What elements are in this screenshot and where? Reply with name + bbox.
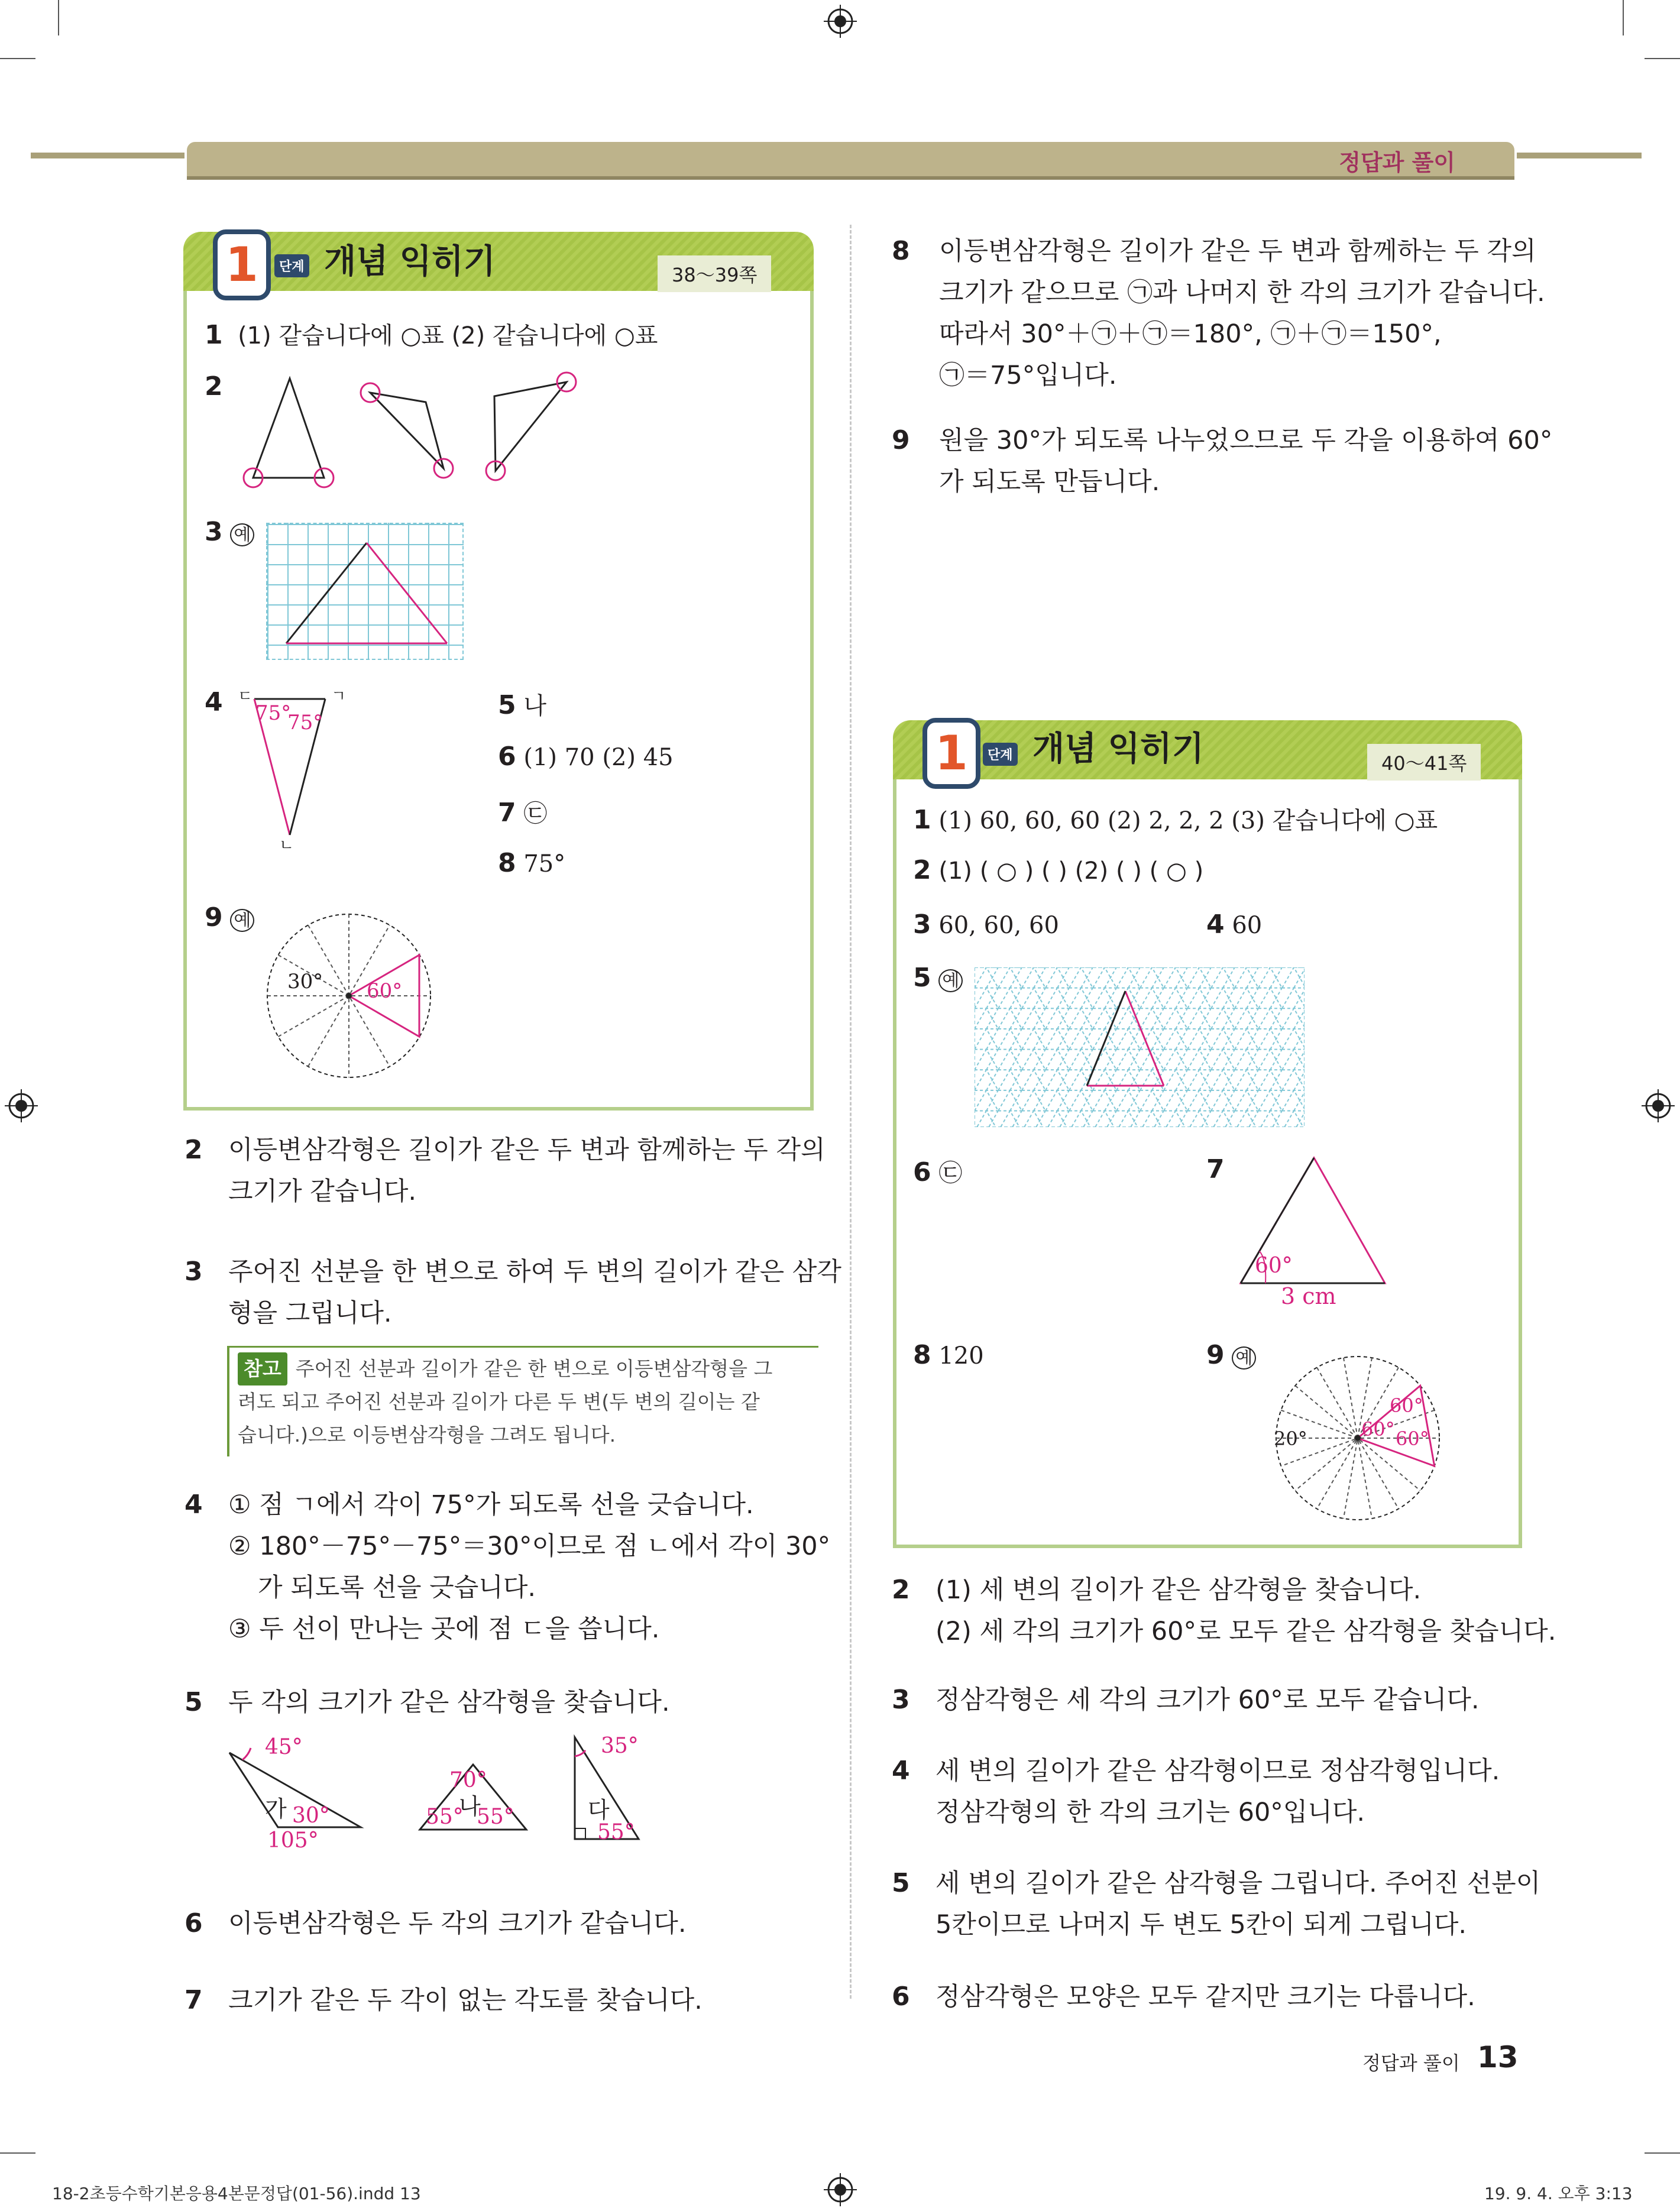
explanation-5 <box>892 1863 1540 1945</box>
q-number: 5 <box>184 1687 203 1717</box>
file-info: 18-2초등수학기본응용4본문정답(01-56).indd 13 <box>52 2184 421 2203</box>
explanation-line: ③ 두 선이 만나는 곳에 점 ㄷ을 씁니다. <box>228 1614 660 1644</box>
q-number: 7 <box>498 798 516 828</box>
q-number: 7 <box>1206 1154 1225 1184</box>
explanation-line: 원을 30°가 되도록 나누었으므로 두 각을 이용하여 60° <box>939 426 1553 455</box>
reference-note <box>227 1346 818 1456</box>
registration-mark-icon <box>1642 1089 1675 1122</box>
q-number: 9 <box>892 425 910 455</box>
explanation-6 <box>892 1976 1475 2018</box>
triangle-name: 다 <box>588 1797 610 1823</box>
q-number: 5 <box>913 963 931 993</box>
q-number: 3 <box>205 517 223 547</box>
angle-label: 60° <box>1361 1418 1395 1440</box>
step-badge: 1 <box>922 718 980 789</box>
length-label: 3 cm <box>1281 1283 1336 1309</box>
answer-2-triangles <box>231 367 597 497</box>
answer-text: (1) 60, 60, 60 (2) 2, 2, 2 (3) 같습니다에 ○표 <box>938 807 1438 834</box>
page-range: 38～39쪽 <box>658 255 771 292</box>
explanation-line: 이등변삼각형은 길이가 같은 두 변과 함께하는 두 각의 <box>228 1135 826 1165</box>
q-number: 4 <box>205 687 223 717</box>
column-divider <box>850 225 852 1999</box>
svg-text:ㄱ: ㄱ <box>331 688 347 705</box>
explanation-line: 이등변삼각형은 길이가 같은 두 변과 함께하는 두 각의 <box>939 237 1536 266</box>
angle-label: 35° <box>601 1734 639 1758</box>
explanation-3 <box>892 1679 1480 1721</box>
q-number: 4 <box>892 1756 910 1786</box>
q-number: 3 <box>892 1685 910 1715</box>
explanation-line: 이등변삼각형은 두 각의 크기가 같습니다. <box>228 1909 687 1938</box>
angle-label: 45° <box>265 1735 303 1759</box>
q-number: 1 <box>205 320 223 350</box>
crop-mark <box>1645 2152 1680 2154</box>
explanation-line: 정삼각형의 한 각의 크기는 60°입니다. <box>936 1798 1365 1827</box>
header-bar <box>184 140 1517 182</box>
angle-label: 70° <box>449 1768 487 1792</box>
explanation-line: 주어진 선분을 한 변으로 하여 두 변의 길이가 같은 삼각 <box>228 1257 841 1287</box>
page-number: 13 <box>1477 2040 1519 2074</box>
q-number: 6 <box>913 1157 931 1187</box>
q-number: 4 <box>184 1490 203 1520</box>
q-number: 6 <box>498 742 516 772</box>
page-range: 40～41쪽 <box>1367 744 1481 781</box>
header-rule-left <box>31 153 186 158</box>
example-mark: 예 <box>938 969 963 992</box>
explanation-line: 세 변의 길이가 같은 삼각형이므로 정삼각형입니다. <box>936 1756 1500 1786</box>
q-number: 1 <box>913 805 931 835</box>
q-number: 2 <box>913 855 931 885</box>
answer-5 <box>498 687 546 721</box>
svg-text:ㄴ: ㄴ <box>279 837 294 853</box>
section-title: 정답과 풀이 <box>1339 150 1455 176</box>
answer-4 <box>1206 909 1262 940</box>
explanation-line: (1) 세 변의 길이가 같은 삼각형을 찾습니다. <box>936 1575 1422 1605</box>
explanation-line: 두 각의 크기가 같은 삼각형을 찾습니다. <box>228 1688 670 1717</box>
explanation-line: 형을 그립니다. <box>228 1299 392 1328</box>
q-number: 4 <box>1206 909 1225 940</box>
crop-mark <box>0 2152 35 2154</box>
crop-mark <box>58 0 59 35</box>
header-rule-right <box>1511 153 1642 158</box>
answer-text: 60, 60, 60 <box>938 912 1059 939</box>
triangle-name: 가 <box>265 1796 287 1822</box>
explanation-9 <box>892 420 1552 503</box>
angle-label: 30° <box>287 970 323 993</box>
answer-2 <box>913 855 1203 885</box>
explanation-line: ㉠＝75°입니다. <box>939 361 1117 390</box>
answer-text: (1) 같습니다에 ○표 (2) 같습니다에 ○표 <box>238 322 658 349</box>
angle-label: 60° <box>1255 1254 1293 1278</box>
answer-text: 60 <box>1232 912 1263 939</box>
crop-mark <box>1623 0 1624 35</box>
explanation-line: ② 180°－75°－75°＝30°이므로 점 ㄴ에서 각이 30° <box>228 1532 831 1561</box>
svg-text:ㄷ: ㄷ <box>238 688 253 705</box>
explanation-line: (2) 세 각의 크기가 60°로 모두 같은 삼각형을 찾습니다. <box>936 1617 1556 1646</box>
q-number: 3 <box>184 1257 203 1287</box>
answer-3 <box>205 517 254 547</box>
page-footer-label: 정답과 풀이 <box>1362 2052 1460 2074</box>
answer-5 <box>913 963 963 993</box>
angle-label: 55° <box>477 1805 514 1829</box>
explanation-8 <box>892 231 1545 396</box>
answer-text: (1) ( ○ ) ( ) (2) ( ) ( ○ ) <box>938 857 1204 885</box>
q-number: 9 <box>205 902 223 933</box>
q-number: 8 <box>913 1340 931 1370</box>
answer-7 <box>498 795 547 828</box>
answer-text: ㉢ <box>523 800 548 827</box>
q-number: 7 <box>184 1985 203 2015</box>
answer-text: 나 <box>523 692 546 720</box>
step-label: 단계 <box>274 254 309 277</box>
answer-1 <box>205 317 658 351</box>
explanation-4 <box>892 1750 1500 1833</box>
angle-label: 20° <box>1274 1427 1307 1450</box>
answer-9 <box>1206 1340 1256 1370</box>
angle-label: 30° <box>292 1804 330 1828</box>
answer-9 <box>205 902 254 933</box>
explanation-7 <box>184 1980 703 2021</box>
q-number: 8 <box>892 236 910 266</box>
crop-mark <box>0 58 35 59</box>
explanation-line: 정삼각형은 모양은 모두 같지만 크기는 다릅니다. <box>936 1982 1475 2012</box>
explanation-line: 가 되도록 선을 긋습니다. <box>258 1573 536 1603</box>
triangle-grid <box>975 967 1304 1127</box>
step-badge: 1 <box>213 229 271 300</box>
explanation-2 <box>184 1129 826 1212</box>
registration-mark-icon <box>824 5 857 38</box>
answer-6 <box>913 1154 962 1188</box>
print-date: 19. 9. 4. 오후 3:13 <box>1484 2184 1633 2203</box>
note-tag: 참고 <box>238 1352 287 1385</box>
angle-label: 55° <box>597 1820 635 1844</box>
step-label: 단계 <box>983 743 1018 766</box>
explanation-line: 가 되도록 만듭니다. <box>939 467 1160 497</box>
answer-6 <box>498 742 674 772</box>
answer-1 <box>913 802 1438 836</box>
q-number: 2 <box>892 1575 910 1605</box>
q-number: 2 <box>205 371 223 402</box>
box-title: 개념 익히기 <box>1032 730 1204 768</box>
angle-label: 55° <box>426 1805 464 1829</box>
registration-mark-icon <box>5 1089 38 1122</box>
q-number: 6 <box>892 1982 910 2012</box>
note-line: 주어진 선분과 길이가 같은 한 변으로 이등변삼각형을 그 <box>295 1357 773 1380</box>
explanation-line: ① 점 ㄱ에서 각이 75°가 되도록 선을 긋습니다. <box>228 1490 754 1520</box>
explanation-line: 세 변의 길이가 같은 삼각형을 그립니다. 주어진 선분이 <box>936 1869 1541 1898</box>
explanation-line: 정삼각형은 세 각의 크기가 60°로 모두 같습니다. <box>936 1685 1480 1715</box>
explanation-6 <box>184 1903 687 1944</box>
example-mark: 예 <box>230 523 254 546</box>
answer-3 <box>913 909 1059 940</box>
angle-label: 105° <box>267 1828 319 1853</box>
q-number: 8 <box>498 848 516 878</box>
answer-text: ㉢ <box>938 1160 963 1187</box>
answer-text: 75° <box>523 850 566 878</box>
answer-8 <box>498 848 565 878</box>
angle-label: 75° <box>287 711 323 734</box>
example-mark: 예 <box>1232 1346 1256 1370</box>
explanation-line: 크기가 같은 두 각이 없는 각도를 찾습니다. <box>228 1986 703 2015</box>
q-number: 9 <box>1206 1340 1225 1370</box>
explanation-line: 따라서 30°＋㉠＋㉠＝180°, ㉠＋㉠＝150°, <box>939 319 1442 349</box>
answer-8 <box>913 1340 984 1370</box>
explanation-line: 크기가 같습니다. <box>228 1177 417 1206</box>
q-number: 3 <box>913 909 931 940</box>
box-title: 개념 익히기 <box>324 242 496 281</box>
example-mark: 예 <box>230 909 254 932</box>
explanation-5 <box>184 1682 670 1723</box>
answer-9-circle <box>260 907 438 1085</box>
q-number: 2 <box>184 1135 203 1165</box>
explanation-2 <box>892 1569 1556 1652</box>
q-number: 5 <box>892 1868 910 1898</box>
explanation-line: 5칸이므로 나머지 두 변도 5칸이 되게 그립니다. <box>936 1910 1467 1940</box>
explanation-line: 크기가 같으므로 ㉠과 나머지 한 각의 크기가 같습니다. <box>939 278 1545 307</box>
answer-3-triangle <box>266 523 461 658</box>
answer-text: 120 <box>938 1342 984 1370</box>
angle-label: 60° <box>367 979 403 1003</box>
note-line: 습니다.)으로 이등변삼각형을 그려도 됩니다. <box>238 1423 616 1446</box>
angle-label: 60° <box>1390 1394 1423 1417</box>
angle-label: 60° <box>1396 1427 1429 1450</box>
triangle-name: 나 <box>459 1794 481 1820</box>
q-number: 6 <box>184 1908 203 1938</box>
explanation-4 <box>184 1484 830 1650</box>
q-number: 5 <box>498 690 516 720</box>
crop-mark <box>1645 58 1680 59</box>
angle-label: 75° <box>255 701 292 725</box>
registration-mark-icon <box>824 2173 857 2206</box>
answer-text: (1) 70 (2) 45 <box>523 744 674 771</box>
note-line: 려도 되고 주어진 선분과 길이가 다른 두 변(두 변의 길이는 같 <box>238 1390 760 1413</box>
explanation-3 <box>184 1251 841 1334</box>
